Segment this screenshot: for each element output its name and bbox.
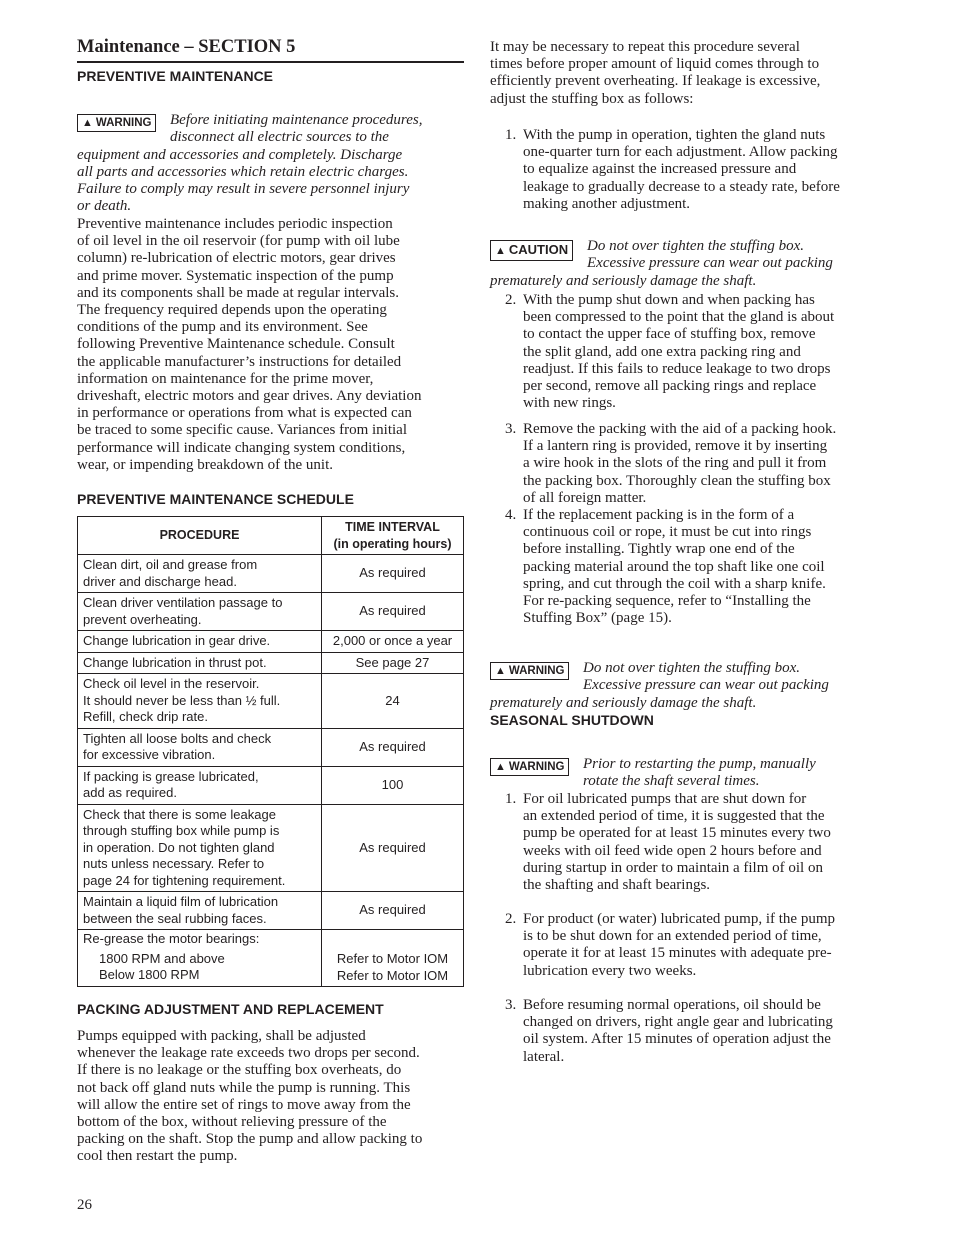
badge-label: CAUTION	[508, 242, 569, 258]
procedure-sub: 1800 RPM and above Below 1800 RPM	[99, 950, 225, 982]
warning-triangle-icon: ▲	[82, 117, 93, 130]
warning-text: Prior to restarting the pump, manually rotate the shaft several times.	[583, 756, 816, 790]
caution-text: Do not over tighten the stuffing box. Excessive pressure can wear out packing prematurely and seriously damage the shaft.	[490, 238, 833, 289]
item-number: 3.	[505, 421, 517, 437]
warning-badge	[490, 662, 569, 680]
interval-cell: As required	[322, 892, 464, 930]
item-text: For oil lubricated pumps that are shut down for an extended period of time, it is suggested that the pump be operated for at least 15 minutes every two weeks with oil feed wide open 2 hours before and during startup in order to maintain a film of oil on the shafting and shaft bearings.	[523, 791, 831, 894]
repeat-paragraph: It may be necessary to repeat this procedure several times before proper amount of liquid comes through to efficiently prevent overheating. If leakage is excessive, adjust the stuffing box as follows:	[490, 39, 821, 107]
table-row	[78, 930, 464, 987]
page-number: 26	[77, 1197, 92, 1213]
warning-triangle-icon: ▲	[495, 665, 506, 678]
table-row	[78, 804, 464, 892]
interval-cell: Refer to Motor IOM Refer to Motor IOM	[322, 930, 464, 987]
warning-text: Before initiating maintenance procedures, disconnect all electric sources to the equipment and accessories and completely. Discharge all parts and accessories which retain electric charges. Failure to comply may result in severe personnel injury or death.	[77, 112, 423, 215]
item-number: 1.	[505, 791, 517, 807]
list-item	[505, 911, 835, 980]
badge-label: WARNING	[508, 665, 565, 678]
procedure-cell: Check oil level in the reservoir. It should never be less than ½ full. Refill, check drip rate.	[78, 674, 322, 729]
procedure-cell: Change lubrication in gear drive.	[78, 631, 322, 653]
item-text: If the replacement packing is in the form of a continuous coil or rope, it must be cut into rings before installing. Tightly wrap one end of the packing material around the top shaft like one coil spring, and cut through the coil with a sharp knife. For re-packing sequence, refer to “Installing the Stuffing Box” (page 15).	[523, 507, 826, 627]
interval-cell: As required	[322, 555, 464, 593]
warning-triangle-icon: ▲	[495, 761, 506, 774]
item-number: 1.	[505, 127, 517, 143]
column-header-interval: TIME INTERVAL (in operating hours)	[322, 517, 464, 555]
table-row	[78, 728, 464, 766]
list-item	[505, 127, 840, 213]
interval-cell: As required	[322, 804, 464, 892]
item-number: 2.	[505, 911, 517, 927]
table-row	[78, 631, 464, 653]
item-number: 2.	[505, 292, 517, 308]
table-row	[78, 892, 464, 930]
procedure-cell: Change lubrication in thrust pot.	[78, 652, 322, 674]
section-title: Maintenance – SECTION 5	[77, 37, 296, 57]
list-item	[505, 292, 835, 412]
table-row	[78, 766, 464, 804]
table-row	[78, 652, 464, 674]
heading-seasonal-shutdown: SEASONAL SHUTDOWN	[490, 712, 654, 728]
warning-notice	[490, 739, 885, 791]
procedure-cell: Check that there is some leakage through stuffing box while pump is in operation. Do not tighten gland nuts unless necessary. Refer to page 24 for tightening requirement.	[78, 804, 322, 892]
maintenance-schedule-table	[77, 516, 464, 987]
warning-text: Do not over tighten the stuffing box. Excessive pressure can wear out packing prematurely and seriously damage the shaft.	[490, 660, 829, 711]
table-row	[78, 555, 464, 593]
interval-cell: As required	[322, 593, 464, 631]
procedure-cell: Tighten all loose bolts and check for excessive vibration.	[78, 728, 322, 766]
item-number: 4.	[505, 507, 517, 523]
interval-cell: 100	[322, 766, 464, 804]
item-number: 3.	[505, 997, 517, 1013]
item-text: Remove the packing with the aid of a packing hook. If a lantern ring is provided, remove it by inserting a wire hook in the slots of the ring and pull it from the packing box. Thoroughly clean the stuffing box of all foreign matter.	[523, 421, 837, 506]
column-header-procedure: PROCEDURE	[78, 517, 322, 555]
title-rule	[77, 61, 464, 63]
interval-cell: As required	[322, 728, 464, 766]
item-text: For product (or water) lubricated pump, if the pump is to be shut down for an extended period of time, operate it for at least 15 minutes with adequate pre- lubrication every two weeks.	[523, 911, 835, 979]
warning-badge	[490, 758, 569, 776]
caution-notice	[490, 221, 885, 290]
procedure-cell: If packing is grease lubricated, add as required.	[78, 766, 322, 804]
packing-paragraph: Pumps equipped with packing, shall be adjusted whenever the leakage rate exceeds two drops per second. If there is no leakage or the stuffing box overheats, do not back off gland nuts while the pump is running. This will allow the entire set of rings to move away from the bottom of the box, without relieving pressure of the packing on the shaft. Stop the pump and allow packing to cool then restart the pump.	[77, 1028, 423, 1165]
warning-notice	[490, 643, 885, 712]
caution-badge	[490, 240, 573, 261]
warning-notice	[77, 95, 467, 215]
procedure-cell: Maintain a liquid film of lubrication between the seal rubbing faces.	[78, 892, 322, 930]
heading-packing: PACKING ADJUSTMENT AND REPLACEMENT	[77, 1001, 384, 1017]
procedure-cell	[78, 930, 322, 987]
interval-cell: See page 27	[322, 652, 464, 674]
item-text: Before resuming normal operations, oil should be changed on drivers, right angle gear and lubricating oil system. After 15 minutes of operation adjust the lateral.	[523, 997, 833, 1065]
list-item	[505, 997, 833, 1066]
badge-label: WARNING	[95, 117, 152, 130]
warning-triangle-icon: ▲	[495, 245, 506, 258]
procedure-cell: Clean dirt, oil and grease from driver and discharge head.	[78, 555, 322, 593]
item-text: With the pump shut down and when packing has been compressed to the point that the gland is about to contact the upper face of stuffing box, remove the split gland, add one extra packing ring and readjust. If this fails to reduce leakage to two drops per second, remove all packing rings and replace with new rings.	[523, 292, 835, 412]
interval-cell: 2,000 or once a year	[322, 631, 464, 653]
list-item	[505, 791, 831, 894]
procedure-cell: Clean driver ventilation passage to prevent overheating.	[78, 593, 322, 631]
list-item	[505, 507, 826, 627]
table-row	[78, 593, 464, 631]
item-text: With the pump in operation, tighten the gland nuts one-quarter turn for each adjustment. Allow packing to equalize against the increased pressure and leakage to gradually decrease to a steady rate, before making another adjustment.	[523, 127, 840, 212]
heading-preventive-maintenance: PREVENTIVE MAINTENANCE	[77, 68, 274, 84]
preventive-paragraph: Preventive maintenance includes periodic inspection of oil level in the oil reservoir (for pump with oil lube column) re-lubrication of electric motors, gear drives and prime mover. Systematic inspection of the pump and its components shall be made at regular intervals. The frequency required depends upon the operating conditions of the pump and its environment. See following Preventive Maintenance schedule. Consult the applicable manufacturer’s instructions for detailed information on maintenance for the prime mover, driveshaft, electric motors and gear drives. Any deviation in performance or operations from what is expected can be traced to some specific cause. Variances from initial performance will indicate changing system conditions, wear, or impending breakdown of the unit.	[77, 216, 422, 473]
list-item	[505, 421, 837, 507]
table-row	[78, 674, 464, 729]
heading-schedule: PREVENTIVE MAINTENANCE SCHEDULE	[77, 491, 354, 507]
interval-cell: 24	[322, 674, 464, 729]
warning-badge	[77, 114, 156, 132]
procedure-label: Re-grease the motor bearings:	[83, 931, 260, 946]
badge-label: WARNING	[508, 761, 565, 774]
